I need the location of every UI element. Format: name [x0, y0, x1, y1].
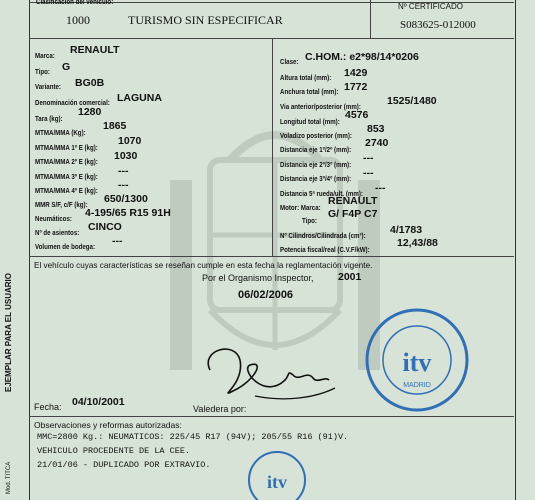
e4-value: --- — [118, 179, 129, 191]
bodega-label: Volumen de bodega: — [35, 242, 96, 251]
motor-value: RENAULT — [328, 195, 378, 207]
classification-label: Clasificación del vehículo: — [36, 0, 114, 6]
altura-value: 1429 — [344, 67, 368, 79]
e3-label: MTMA/MMA 3º E (kg): — [35, 172, 98, 181]
inspector-label: Por el Organismo Inspector, — [202, 273, 314, 283]
d12-label: Distancia eje 1º/2º (mm): — [280, 145, 352, 154]
e3-value: --- — [118, 165, 129, 177]
d23-label: Distancia eje 2º/3º (mm): — [280, 160, 352, 169]
mmr-label: MMR S/F, c/F (kg): — [35, 200, 88, 209]
tipo-label: Tipo: — [35, 67, 50, 76]
via-label: Via anterior/posterior (mm): — [280, 102, 361, 111]
voladizo-label: Voladizo posterior (mm): — [280, 131, 352, 140]
clase-label: Clase: — [280, 57, 299, 66]
svg-text:itv: itv — [267, 472, 287, 492]
fecha-value: 04/10/2001 — [72, 396, 125, 408]
d23-value: --- — [363, 152, 374, 164]
e1-value: 1070 — [118, 135, 142, 147]
motor-tipo-value: G/ F4P C7 — [328, 208, 378, 220]
header-divider — [370, 0, 371, 38]
asientos-value: CINCO — [88, 221, 122, 233]
classification-text: TURISMO SIN ESPECIFICAR — [128, 13, 283, 27]
cilindros-value: 4/1783 — [390, 224, 423, 236]
obs-line-3: 21/01/06 - DUPLICADO POR EXTRAVIO. — [37, 460, 211, 470]
fecha-label: Fecha: — [34, 402, 62, 412]
denom-label: Denominación comercial: — [35, 98, 110, 107]
variante-value: BG0B — [75, 77, 105, 89]
longitud-label: Longitud total (mm): — [280, 117, 340, 126]
potencia-label: Potencia fiscal/real (C.V.F/kW): — [280, 245, 370, 254]
d5-label: Distancia 5ª rueda/ult. (mm): — [280, 189, 363, 198]
tara-label: Tara (kg): — [35, 114, 63, 123]
mmr-value: 650/1300 — [104, 193, 148, 205]
valedera-label: Valedera por: — [193, 404, 247, 414]
anchura-value: 1772 — [344, 81, 368, 93]
column-divider — [272, 38, 273, 256]
e1-label: MTMA/MMA 1º E (kg): — [35, 143, 98, 152]
tara-value: 1280 — [78, 106, 102, 118]
voladizo-value: 853 — [367, 123, 385, 135]
cilindros-label: Nº Cilindros/Cilindrada (cm³): — [280, 231, 366, 240]
mtma-value: 1865 — [103, 120, 127, 132]
itv-madrid-stamp — [362, 305, 472, 415]
tipo-value: G — [62, 61, 71, 73]
altura-label: Altura total (mm): — [280, 73, 332, 82]
marca-value: RENAULT — [70, 44, 120, 56]
svg-text:itv: itv — [402, 348, 432, 377]
side-ejemplar-label: EJEMPLAR PARA EL USUARIO — [4, 273, 13, 392]
d34-label: Distancia eje 3º/4º (mm): — [280, 174, 352, 183]
via-value: 1525/1480 — [387, 95, 437, 107]
inspection-date: 06/02/2006 — [238, 289, 294, 301]
classification-code: 1000 — [66, 13, 90, 27]
compliance-statement: El vehículo cuyas características se reseñan cumple en esta fecha la reglamentación vigente. — [34, 260, 373, 270]
longitud-value: 4576 — [345, 109, 369, 121]
marca-label: Marca: — [35, 51, 55, 60]
obs-label: Observaciones y reformas autorizadas: — [34, 420, 182, 430]
variante-label: Variante: — [35, 82, 61, 91]
anchura-label: Anchura total (mm): — [280, 87, 339, 96]
svg-text:MADRID: MADRID — [403, 382, 431, 389]
d5-value: --- — [375, 182, 386, 194]
motor-label: Motor: Marca: — [280, 203, 321, 212]
obs-line-1: MMC=2800 Kg.: NEUMATICOS: 225/45 R17 (94V); 205/55 R16 (91)V. — [37, 432, 349, 442]
middle-top-rule — [29, 256, 514, 257]
clase-value: C.HOM.: e2*98/14*0206 — [305, 51, 419, 63]
motor-tipo-label: Tipo: — [302, 216, 317, 225]
neum-label: Neumáticos: — [35, 214, 72, 223]
obs-top-rule — [29, 416, 514, 417]
potencia-value: 12,43/88 — [397, 237, 438, 249]
asientos-label: Nº de asientos: — [35, 228, 80, 237]
e2-value: 1030 — [114, 150, 138, 162]
e2-label: MTMA/MMA 2º E (kg): — [35, 157, 98, 166]
e4-label: MTMA/MMA 4º E (kg): — [35, 186, 98, 195]
d34-value: --- — [363, 167, 374, 179]
bodega-value: --- — [112, 235, 123, 247]
inspector-number: 2001 — [338, 271, 362, 283]
side-mod-label: Mod. TITCA — [6, 461, 12, 494]
inspector-signature — [195, 330, 355, 410]
cert-label: Nº CERTIFICADO — [398, 2, 463, 11]
cert-number: S083625-012000 — [400, 19, 476, 31]
d12-value: 2740 — [365, 137, 389, 149]
itv-small-stamp — [245, 448, 310, 500]
denom-value: LAGUNA — [117, 92, 162, 104]
obs-line-2: VEHICULO PROCEDENTE DE LA CEE. — [37, 446, 191, 456]
mtma-label: MTMA/MMA (Kg): — [35, 128, 86, 137]
neum-value: 4-195/65 R15 91H — [85, 207, 171, 219]
